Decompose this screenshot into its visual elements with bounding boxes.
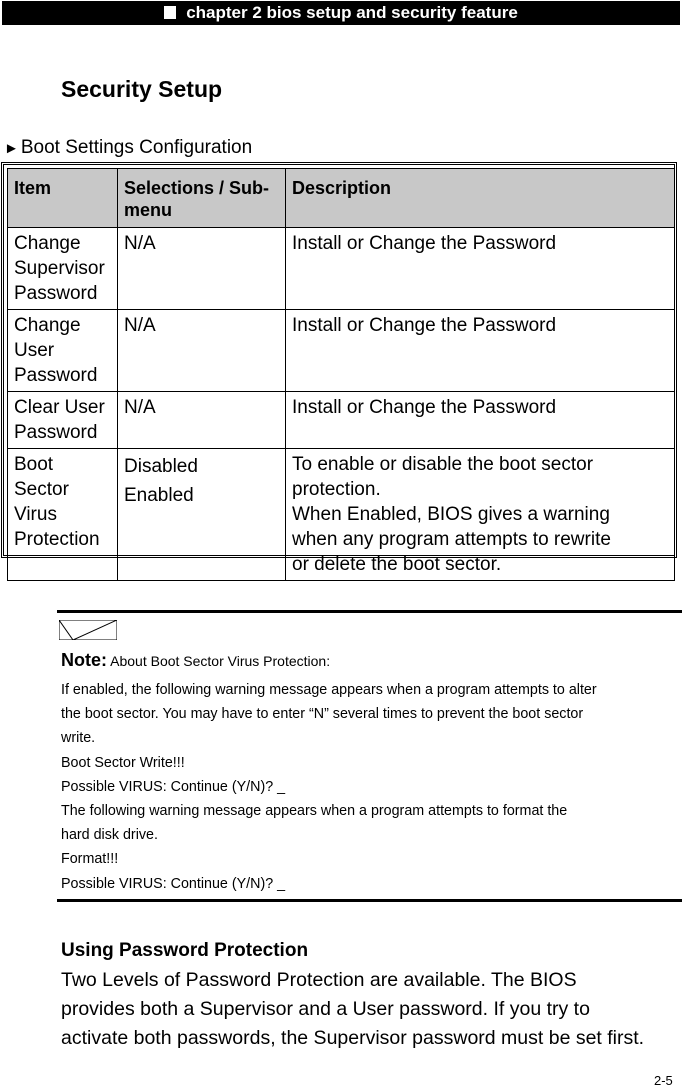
- row-item: Clear User Password: [8, 392, 118, 449]
- note-tab-shape: [59, 620, 117, 640]
- note-line: Format!!!: [61, 851, 119, 868]
- note-line: The following warning message appears when a program attempts to format the: [61, 803, 568, 820]
- header-description: Description: [286, 169, 675, 228]
- row-description: Install or Change the Password: [286, 310, 675, 392]
- note-line: hard disk drive.: [61, 827, 158, 844]
- square-bullet-icon: [164, 6, 176, 19]
- settings-table: [7, 168, 675, 581]
- note-tab-icon: [59, 620, 117, 640]
- table-header-row: [8, 169, 675, 228]
- row-item: Change Supervisor Password: [8, 228, 118, 310]
- page-number: 2-5: [654, 1073, 673, 1088]
- subsection-heading: [4, 137, 252, 159]
- note-title: About Boot Sector Virus Protection:: [110, 653, 331, 669]
- password-line: Two Levels of Password Protection are available. The BIOS: [61, 969, 577, 991]
- row-selections: Disabled Enabled: [118, 449, 286, 581]
- table-row: [8, 392, 675, 449]
- note-line: Boot Sector Write!!!: [61, 754, 185, 771]
- row-item: Boot Sector Virus Protection: [8, 449, 118, 581]
- note-line: the boot sector. You may have to enter “N” several times to prevent the boot sector: [61, 706, 584, 723]
- page-title: Security Setup: [61, 76, 223, 102]
- row-selections: N/A: [118, 228, 286, 310]
- note-top-rule: [57, 610, 682, 613]
- row-selections: N/A: [118, 392, 286, 449]
- note-line: Possible VIRUS: Continue (Y/N)? _: [61, 778, 286, 795]
- table-row: [8, 449, 675, 581]
- triangle-right-icon: ►: [4, 140, 19, 157]
- table-row: [8, 310, 675, 392]
- note-line: write.: [61, 730, 96, 747]
- password-line: activate both passwords, the Supervisor password must be set first.: [61, 1027, 645, 1049]
- password-line: provides both a Supervisor and a User password. If you try to: [61, 998, 590, 1020]
- note-bottom-rule: [57, 899, 682, 902]
- row-description: Install or Change the Password: [286, 392, 675, 449]
- note-label: Note:: [61, 650, 107, 670]
- note-heading: [61, 650, 330, 671]
- password-section-title: Using Password Protection: [61, 940, 309, 961]
- row-description: To enable or disable the boot sector protection. When Enabled, BIOS gives a warning when any program attempts to rewrite or delete the boot sector.: [286, 449, 675, 581]
- header-selections: Selections / Sub-menu: [118, 169, 286, 228]
- row-selections: N/A: [118, 310, 286, 392]
- chapter-title: chapter 2 bios setup and security feature: [186, 3, 518, 22]
- row-description: Install or Change the Password: [286, 228, 675, 310]
- password-section-body: [61, 966, 681, 1053]
- subsection-label: Boot Settings Configuration: [20, 137, 253, 158]
- table-row: [8, 228, 675, 310]
- row-item: Change User Password: [8, 310, 118, 392]
- settings-table-frame: [1, 162, 677, 575]
- note-body: [61, 678, 682, 896]
- chapter-header: [2, 1, 680, 25]
- note-line: Possible VIRUS: Continue (Y/N)? _: [61, 875, 286, 892]
- header-item: Item: [8, 169, 118, 228]
- note-line: If enabled, the following warning message appears when a program attempts to alter: [61, 682, 597, 698]
